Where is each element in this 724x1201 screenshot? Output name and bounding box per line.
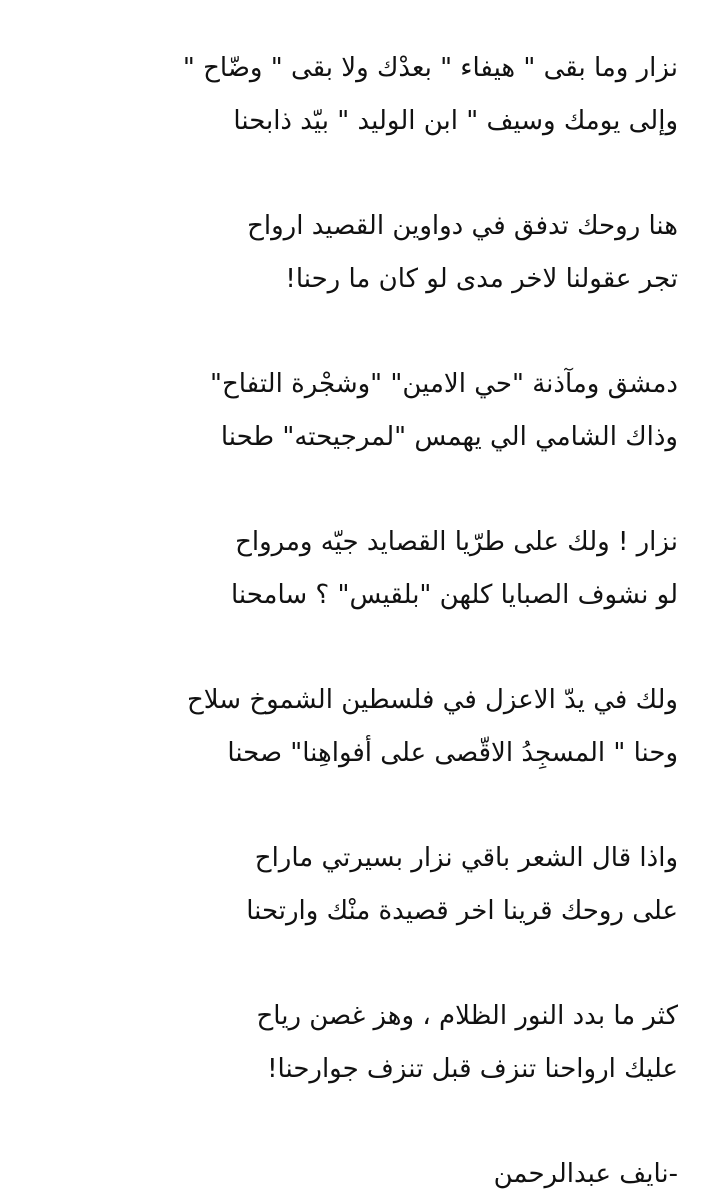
verse-line: وذاك الشامي الي يهمس "لمرجيحته" طحنا xyxy=(220,422,678,452)
stanza-1 xyxy=(28,42,678,148)
verse-line: هنا روحك تدفق في دواوين القصيد ارواح xyxy=(247,211,678,241)
poem xyxy=(28,42,678,1201)
stanza-2 xyxy=(28,200,678,306)
verse-line: تجر عقولنا لاخر مدى لو كان ما رحنا! xyxy=(285,264,678,294)
verse-line: دمشق ومآذنة "حي الامين" "وشجْرة التفاح" xyxy=(210,369,678,399)
verse-line: ولك في يدّ الاعزل في فلسطين الشموخ سلاح xyxy=(187,685,678,715)
verse-line: على روحك قرينا اخر قصيدة منْك وارتحنا xyxy=(246,896,678,926)
verse-line: لو نشوف الصبايا كلهن "بلقيس" ؟ سامحنا xyxy=(230,580,678,610)
verse-line: وحنا " المسجِدُ الاقّصى على أفواهِنا" صحنا xyxy=(227,738,678,768)
stanza-3 xyxy=(28,358,678,464)
poem-signature: -نايف عبدالرحمن xyxy=(493,1159,678,1189)
verse-line: واذا قال الشعر باقي نزار بسيرتي ماراح xyxy=(254,843,678,873)
verse-line: نزار وما بقى " هيفاء " بعدْك ولا بقى " وضّاح " xyxy=(182,53,678,83)
stanza-5 xyxy=(28,674,678,780)
verse-line: وإلى يومك وسيف " ابن الوليد " بيّد ذابحنا xyxy=(233,106,678,136)
stanza-4 xyxy=(28,516,678,622)
stanza-7 xyxy=(28,990,678,1096)
verse-line: كثر ما بدد النور الظلام ، وهز غصن رياح xyxy=(256,1001,678,1031)
verse-line: نزار ! ولك على طرّيا القصايد جيّه ومرواح xyxy=(235,527,678,557)
stanza-6 xyxy=(28,832,678,938)
verse-line: عليك ارواحنا تنزف قبل تنزف جوارحنا! xyxy=(267,1054,678,1084)
